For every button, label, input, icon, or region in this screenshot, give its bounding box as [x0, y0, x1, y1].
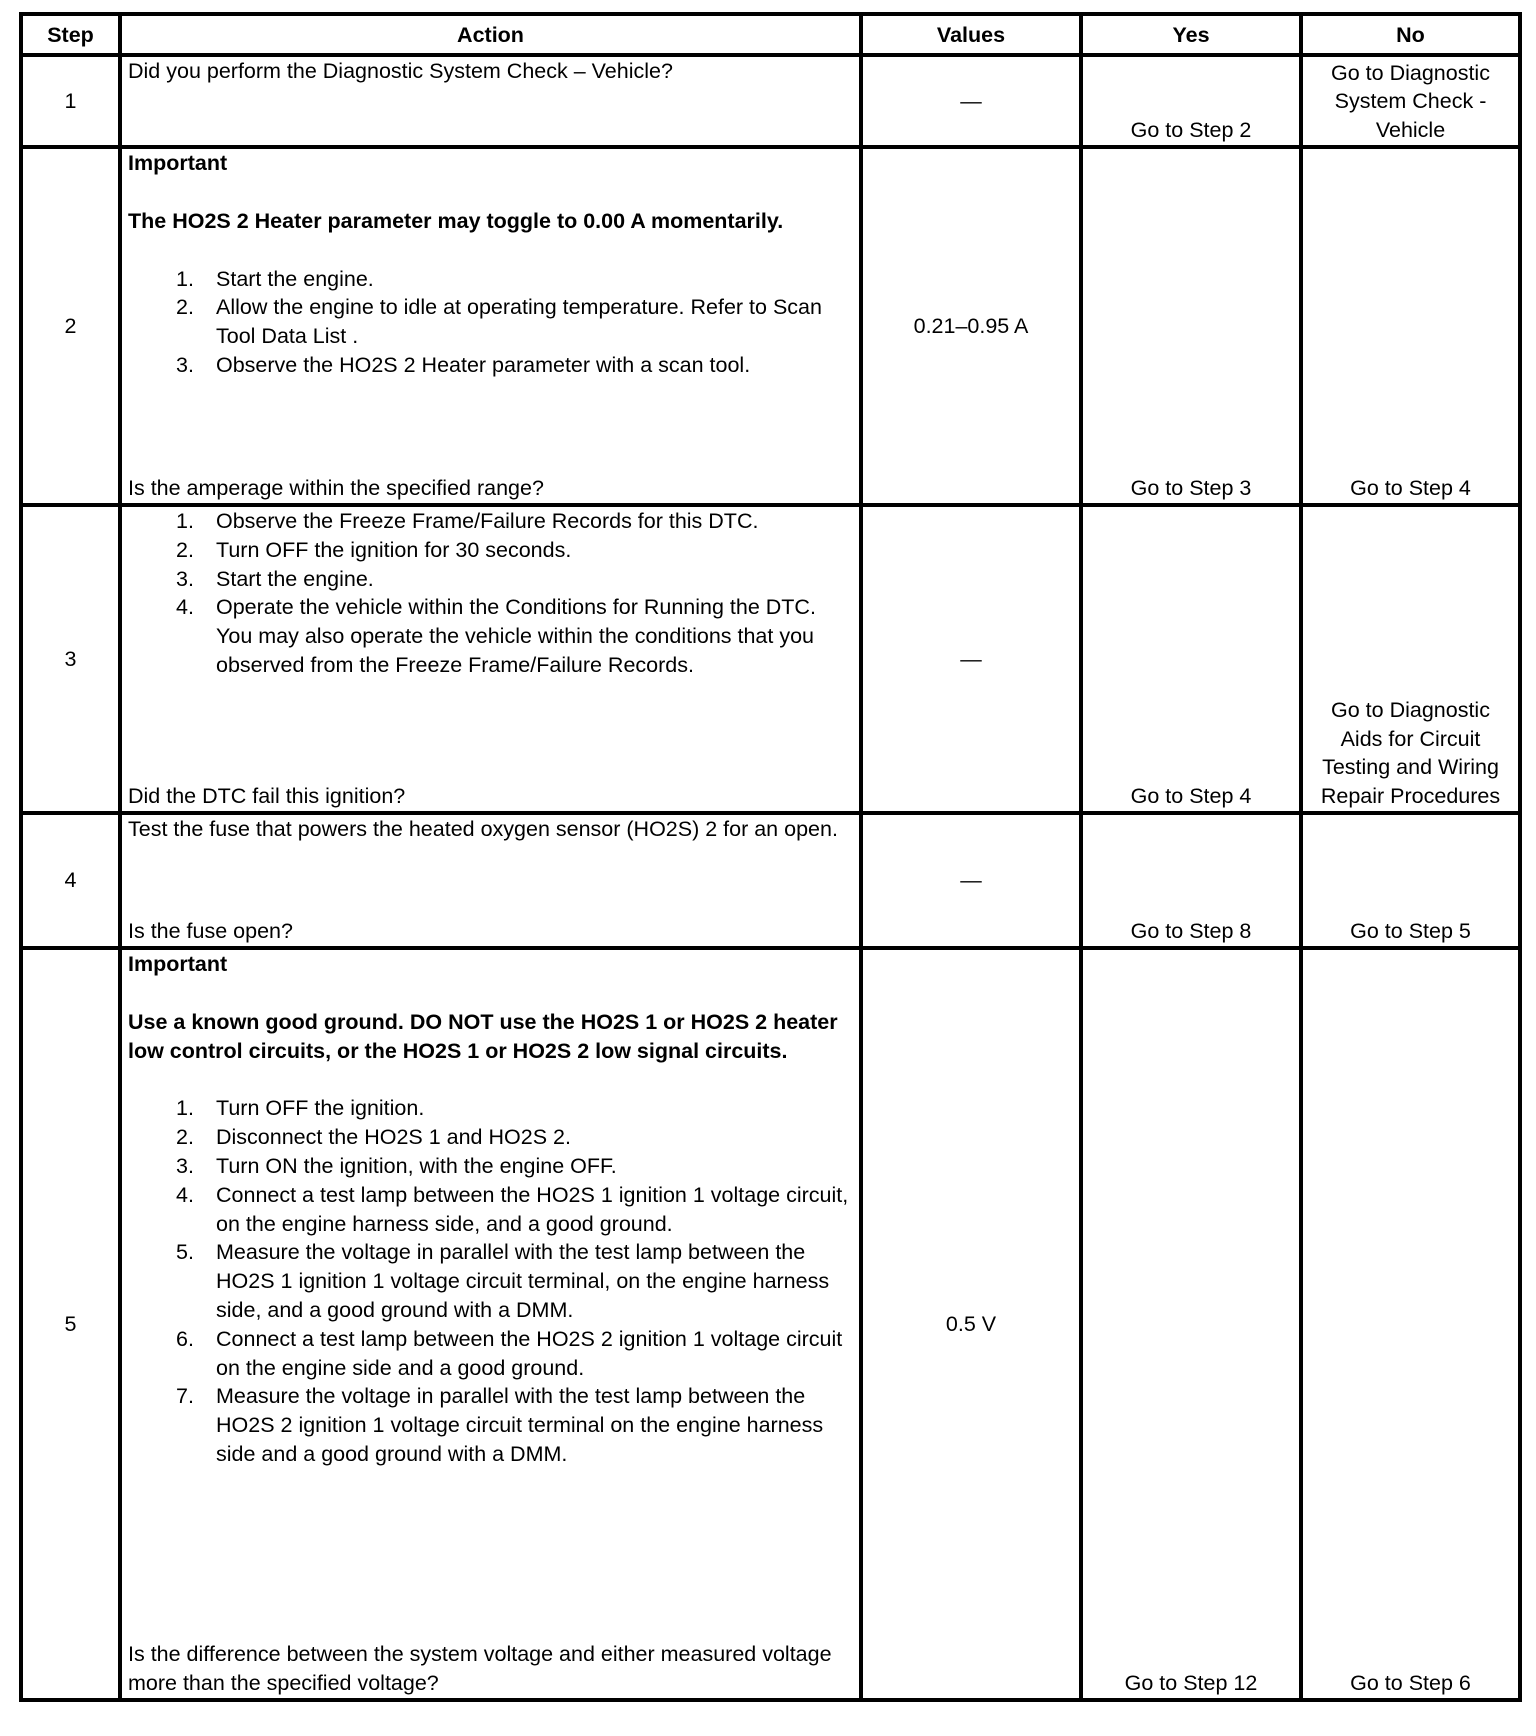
- list-item: 2. Allow the engine to idle at operating temperature. Refer to Scan Tool Data List .: [176, 295, 822, 349]
- action-cell: [120, 55, 861, 147]
- important-text: Use a known good ground. DO NOT use the HO2S 1 or HO2S 2 heater low control circuits, or the HO2S 1 or HO2S 2 low signal circuits.: [128, 1009, 838, 1063]
- header-row: [21, 14, 1520, 55]
- procedure-list: [128, 507, 853, 680]
- yes-link[interactable]: Go to Step 12: [1081, 948, 1301, 1700]
- action-question: Is the difference between the system voltage and either measured voltage more than the specified voltage?: [128, 1642, 832, 1696]
- procedure-list: [128, 1094, 853, 1468]
- action-cell: [120, 505, 861, 813]
- list-item: 3. Observe the HO2S 2 Heater parameter with a scan tool.: [176, 352, 751, 377]
- important-label: Important: [128, 151, 228, 175]
- step-number: 2: [21, 147, 120, 505]
- header-yes: Yes: [1081, 14, 1301, 55]
- no-link[interactable]: Go to Diagnostic System Check - Vehicle: [1301, 55, 1520, 147]
- value-text: —: [861, 813, 1081, 948]
- step-number: 4: [21, 813, 120, 948]
- value-text: —: [960, 88, 982, 113]
- list-item: 4. Connect a test lamp between the HO2S 1 ignition 1 voltage circuit, on the engine harness side, and a good ground.: [176, 1182, 849, 1236]
- list-item: 1. Observe the Freeze Frame/Failure Records for this DTC.: [176, 509, 759, 533]
- table-row: [21, 948, 1520, 1700]
- list-item: 1. Turn OFF the ignition.: [176, 1096, 425, 1121]
- table-row: [21, 147, 1520, 505]
- list-item: 7. Measure the voltage in parallel with the test lamp between the HO2S 2 ignition 1 voltage circuit terminal on the engine harness side and a good ground with a DMM.: [176, 1384, 824, 1466]
- value-dash: [861, 55, 1081, 147]
- action-question: Did the DTC fail this ignition?: [128, 784, 406, 809]
- no-link[interactable]: Go to Step 5: [1301, 813, 1520, 948]
- important-text: The HO2S 2 Heater parameter may toggle to 0.00 A momentarily.: [128, 208, 784, 233]
- action-question: Is the fuse open?: [128, 919, 293, 944]
- step-number: 5: [21, 948, 120, 1700]
- value-text: 0.5 V: [861, 948, 1081, 1700]
- step-number: 1: [21, 55, 120, 147]
- list-item: 3. Start the engine.: [176, 566, 374, 591]
- yes-link[interactable]: Go to Step 3: [1081, 147, 1301, 505]
- table-row: [21, 505, 1520, 813]
- table-row: [21, 55, 1520, 147]
- list-item: 5. Measure the voltage in parallel with the test lamp between the HO2S 1 ignition 1 voltage circuit terminal, on the engine harness side, and a good ground with a DMM.: [176, 1240, 830, 1322]
- value-text: —: [861, 505, 1081, 813]
- header-values: Values: [861, 14, 1081, 55]
- yes-link[interactable]: Go to Step 8: [1081, 813, 1301, 948]
- yes-link[interactable]: Go to Step 2: [1081, 55, 1301, 147]
- list-item: 3. Turn ON the ignition, with the engine OFF.: [176, 1153, 617, 1178]
- list-item: 4. Operate the vehicle within the Conditions for Running the DTC. You may also operate the vehicle within the conditions that you observed from the Freeze Frame/Failure Records.: [176, 595, 816, 677]
- no-link[interactable]: Go to Step 4: [1301, 147, 1520, 505]
- action-intro: Test the fuse that powers the heated oxygen sensor (HO2S) 2 for an open.: [128, 817, 838, 841]
- value-text: 0.21–0.95 A: [861, 147, 1081, 505]
- action-question: Did you perform the Diagnostic System Check – Vehicle?: [128, 59, 673, 83]
- list-item: 2. Turn OFF the ignition for 30 seconds.: [176, 537, 572, 562]
- list-item: 2. Disconnect the HO2S 1 and HO2S 2.: [176, 1125, 571, 1150]
- table-row: [21, 813, 1520, 948]
- action-cell: [120, 948, 861, 1700]
- header-action: Action: [120, 14, 861, 55]
- header-step: Step: [21, 14, 120, 55]
- action-question: Is the amperage within the specified range?: [128, 476, 544, 501]
- list-item: 6. Connect a test lamp between the HO2S 2 ignition 1 voltage circuit on the engine side and a good ground.: [176, 1326, 843, 1380]
- list-item: 1. Start the engine.: [176, 266, 374, 291]
- header-no: No: [1301, 14, 1520, 55]
- no-link[interactable]: Go to Diagnostic Aids for Circuit Testing and Wiring Repair Procedures: [1301, 505, 1520, 813]
- diagnostic-table: [19, 12, 1522, 1702]
- step-number: 3: [21, 505, 120, 813]
- yes-link[interactable]: Go to Step 4: [1081, 505, 1301, 813]
- important-label: Important: [128, 952, 228, 976]
- action-cell: [120, 147, 861, 505]
- action-cell: [120, 813, 861, 948]
- no-link[interactable]: Go to Step 6: [1301, 948, 1520, 1700]
- procedure-list: [128, 265, 853, 380]
